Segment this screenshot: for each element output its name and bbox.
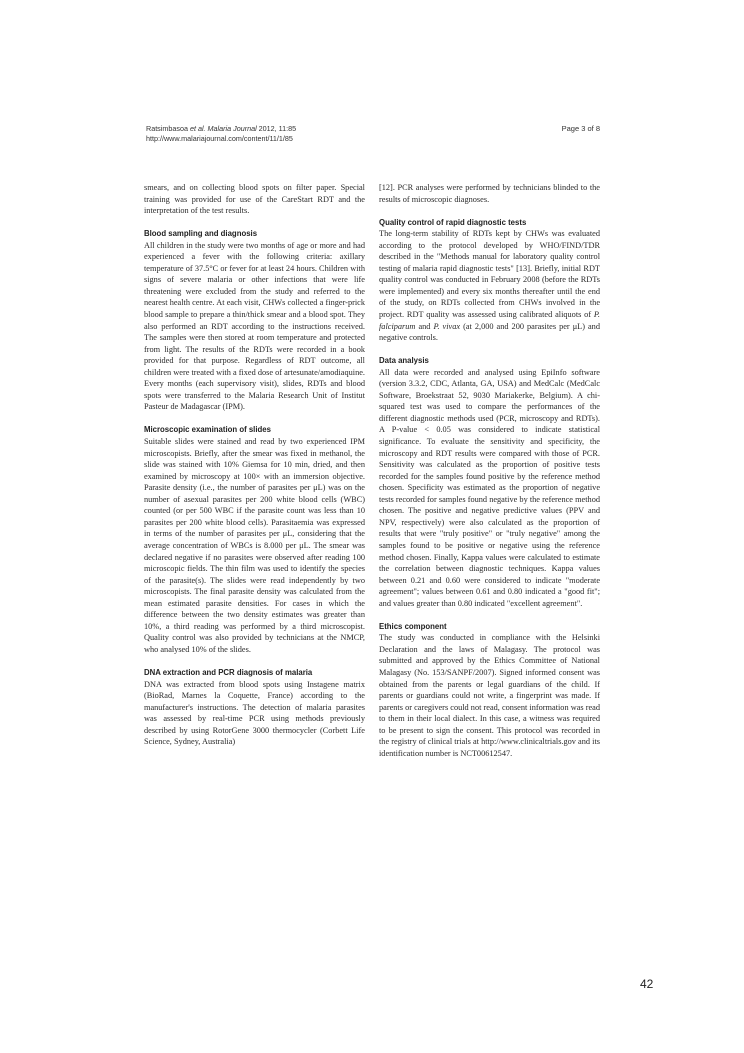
section-heading-data-analysis: Data analysis bbox=[379, 356, 429, 366]
section-body-ethics: The study was conducted in compliance with the Helsinki Declaration and the laws of Malagasy. The protocol was submitted and approved by the Ethics Committee of National Malagasy (No. 153/SANPF/2007). Signed informed consent was obtained from the parents or legal guardians of the child. If parents or guardians could not write, a fingerprint was made. If parents or caregivers could not read, consent information was read to them in their local dialect. In this case, a witness was required to be present to sign the consent. This protocol was recorded in the registry of clinical trials at http://www.clinicaltrials.gov and its identification number is NCT00612547. bbox=[379, 633, 600, 758]
header-citation bbox=[146, 124, 296, 143]
running-header bbox=[146, 124, 600, 143]
left-column bbox=[144, 182, 365, 748]
species-falciparum: P. falciparum bbox=[379, 310, 600, 331]
section-body-microscopy: Suitable slides were stained and read by two experienced IPM microscopists. Briefly, after the smear was fixed in methanol, the slide was stained with 10% Giemsa for 10 min, dried, and then examined by microscopy at 100× with an immersion objective. Parasite density (i.e., the number of parasites per μL) was on the number of asexual parasites per 200 white blood cells (WBC) counted (or per 500 WBC if the parasite count was less than 10 parasites per 200 white blood cells). Parasitaemia was expressed in terms of the number of parasites per μL, considering that the average concentration of WBCs is 8.000 per μL. The smear was declared negative if no parasites were observed after reading 100 microscopic fields. The thin film was used to identify the species of the parasite(s). The slides were read independently by two microscopists. The final parasite density was calculated from the mean estimated parasite densities. For cases in which the difference between the two density estimates was greater than 10%, a third reading was performed by a third microscopist. Quality control was also provided by technicians at the NMCP, who analysed 10% of the slides. bbox=[144, 437, 365, 654]
section-body-dna-pcr: DNA was extracted from blood spots using Instagene matrix (BioRad, Marnes la Coquette, France) according to the manufacturer's instructions. The detection of malaria parasites was assessed by real-time PCR using methods previously described by using RotorGene 3000 thermocycler (Corbett Life Science, Sydney, Australia) bbox=[144, 679, 365, 747]
citation-line: Ratsimbasoa et al. Malaria Journal 2012, 11:85 bbox=[146, 124, 297, 133]
article-url[interactable]: http://www.malariajournal.com/content/11/1/85 bbox=[146, 133, 293, 143]
page-number: 42 bbox=[640, 977, 654, 991]
left-intro-paragraph: smears, and on collecting blood spots on filter paper. Special training was provided for use of the CareStart RDT and the interpretation of the test results. bbox=[144, 183, 365, 216]
right-intro-paragraph: [12]. PCR analyses were performed by technicians blinded to the results of microscopic diagnoses. bbox=[379, 183, 600, 204]
species-vivax: P. vivax bbox=[433, 321, 461, 331]
section-body-blood-sampling: All children in the study were two months of age or more and had experienced a fever with the following criteria: axillary temperature of 37.5°C or fever for at least 24 hours. Children with signs of severe malaria or other infections that were life threatening were excluded from the study and referred to the nearest health centre. At each visit, CHWs collected a finger-prick blood sample to prepare a thin/thick smear and a blood spot. They also performed an RDT according to the instructions received. The samples were then stored at room temperature and protected from light. The results of the RDTs were recorded in a book provided for that purpose. Regardless of RDT outcome, all children were treated with a fixed dose of artesunate/amodiaquine. Every months (each supervisory visit), slides, RDTs and blood spots were transferred to the Malaria Research Unit of Institut Pasteur de Madagascar (IPM). bbox=[144, 240, 365, 412]
section-heading-ethics: Ethics component bbox=[379, 621, 447, 631]
section-heading-blood-sampling: Blood sampling and diagnosis bbox=[144, 229, 258, 239]
page-label: Page 3 of 8 bbox=[561, 124, 600, 133]
section-heading-rdt-quality-control: Quality control of rapid diagnostic tests bbox=[379, 217, 527, 227]
right-column bbox=[379, 182, 600, 759]
section-body-data-analysis: All data were recorded and analysed using EpiInfo software (version 3.3.2, CDC, Atlanta, GA, USA) and MedCalc (MedCalc Software, Broekstraat 52, 9030 Mariakerke, Belgium). A chi-squared test was used to compare the performances of the different diagnostic methods used (PCR, microscopy and RDTs). A P-value < 0.05 was considered to indicate statistical significance. To evaluate the sensitivity and specificity, the microscopy and RDT results were compared with those of PCR. Sensitivity was calculated as the proportion of positive tests recorded for the samples found positive by the reference method chosen. Specificity was estimated as the proportion of negative tests recorded for samples found negative by the reference method chosen. The positive and negative predictive values (PPV and NPV, respectively) were also calculated as the proportion of results that were "truly positive" or "truly negative" among the samples found to be positive or negative using the reference method chosen. Finally, Kappa values were calculated to estimate the correlation between diagnostic techniques. Kappa values between 0.21 and 0.60 were considered to indicate "moderate agreement"; values between 0.61 and 0.80 indicated a "good fit"; and values greater than 0.80 indicated "excellent agreement". bbox=[379, 367, 600, 608]
section-heading-dna-pcr: DNA extraction and PCR diagnosis of malaria bbox=[144, 667, 313, 677]
section-body-rdt-quality-control: The long-term stability of RDTs kept by CHWs was evaluated according to the protocol developed by WHO/FIND/TDR described in the "Methods manual for laboratory quality control testing of malaria rapid diagnostic tests" [13]. Briefly, initial RDT quality control was conducted in February 2008 (before the RDTs were implemented) and every six months thereafter until the end of the study, on RDTs collected from CHWs involved in the project. RDT quality was assessed using calibrated aliquots of P. falciparum and P. vivax (at 2,000 and 200 parasites per μL) and negative controls. bbox=[379, 229, 600, 343]
section-heading-microscopy: Microscopic examination of slides bbox=[144, 425, 271, 435]
